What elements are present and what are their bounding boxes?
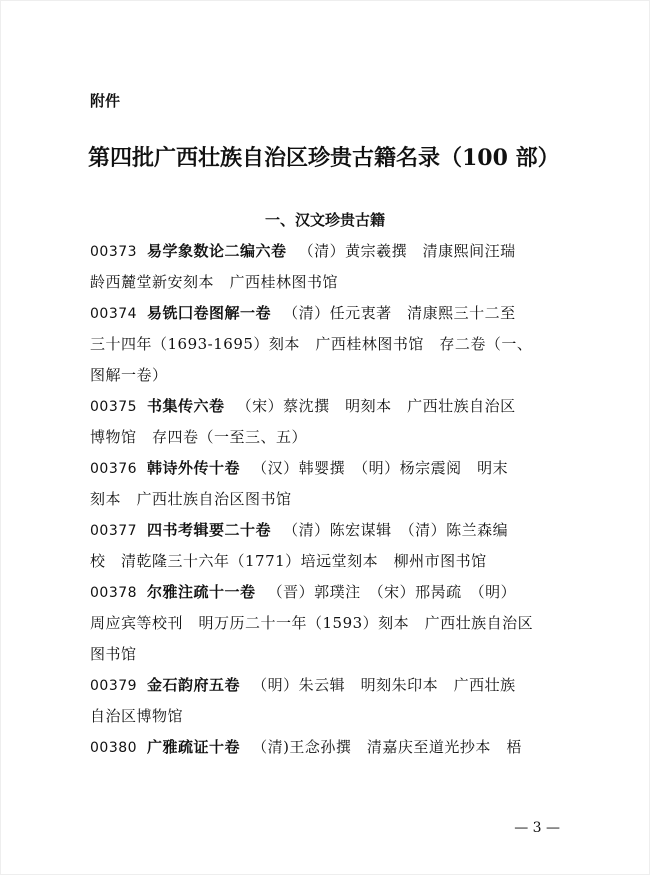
entry-details: （宋）蔡沈撰 明刻本 广西壮族自治区 [236,397,516,415]
page-number: — 3 — [514,820,560,836]
entry-first-line [90,670,570,701]
catalog-entry [90,453,570,515]
entry-details: （明）朱云辑 明刻朱印本 广西壮族 [252,676,516,694]
entry-book-title: 广雅疏证十卷 [147,738,241,756]
entry-details: （汉）韩婴撰 （明）杨宗震阅 明末 [252,459,509,477]
entry-book-title: 四书考辑要二十卷 [147,521,272,539]
entry-details: （清）任元衷著 清康熙三十二至 [283,304,516,322]
entry-continuation-line: 周应宾等校刊 明万历二十一年（1593）刻本 广西壮族自治区 [90,614,534,632]
entry-continuation-line: 龄西麓堂新安刻本 广西桂林图书馆 [90,273,339,291]
section-heading: 一、汉文珍贵古籍 [264,211,385,229]
entry-continuation-line: 图解一卷） [90,366,168,384]
entry-number: 00373 [90,244,138,260]
entry-first-line [90,298,570,329]
entry-book-title: 书集传六卷 [147,397,225,415]
entry-first-line [90,453,570,484]
entry-first-line [90,515,570,546]
entry-number: 00378 [90,585,138,601]
entry-first-line [90,391,570,422]
entry-book-title: 易学象数论二编六卷 [147,242,287,260]
catalog-entry [90,391,570,453]
entry-number: 00375 [90,399,138,415]
entry-continuation-line: 刻本 广西壮族自治区图书馆 [90,490,292,508]
entry-continuation-line: 校 清乾隆三十六年（1771）培远堂刻本 柳州市图书馆 [90,552,487,570]
attachment-label: 附件 [90,92,121,110]
entry-details: （清）黄宗羲撰 清康熙间汪瑞 [298,242,516,260]
entry-number: 00380 [90,740,138,756]
entry-continuation-line: 图书馆 [90,645,137,663]
entry-continuation-line: 自治区博物馆 [90,707,184,725]
entry-first-line [90,732,570,763]
entry-number: 00379 [90,678,138,694]
document-title: 第四批广西壮族自治区珍贵古籍名录（100 部） [88,145,560,171]
entry-number: 00376 [90,461,138,477]
entry-first-line [90,577,570,608]
catalog-entries-list [90,236,570,763]
catalog-entry [90,236,570,298]
entry-continuation-line: 三十四年（1693-1695）刻本 广西桂林图书馆 存二卷（一、 [90,335,533,353]
catalog-entry [90,577,570,670]
entry-details: （晋）郭璞注 （宋）邢昺疏 （明） [267,583,517,601]
entry-book-title: 尔雅注疏十一卷 [147,583,256,601]
catalog-entry [90,732,570,763]
entry-book-title: 易铣囗卷图解一卷 [147,304,272,322]
catalog-entry [90,298,570,391]
entry-details: （清)王念孙撰 清嘉庆至道光抄本 梧 [252,738,522,756]
entry-number: 00377 [90,523,138,539]
entry-book-title: 金石韵府五卷 [147,676,241,694]
entry-first-line [90,236,570,267]
entry-book-title: 韩诗外传十卷 [147,459,241,477]
entry-details: （清）陈宏谋辑 （清）陈兰森编 [283,521,509,539]
entry-number: 00374 [90,306,138,322]
catalog-entry [90,515,570,577]
catalog-entry [90,670,570,732]
entry-continuation-line: 博物馆 存四卷（一至三、五） [90,428,308,446]
